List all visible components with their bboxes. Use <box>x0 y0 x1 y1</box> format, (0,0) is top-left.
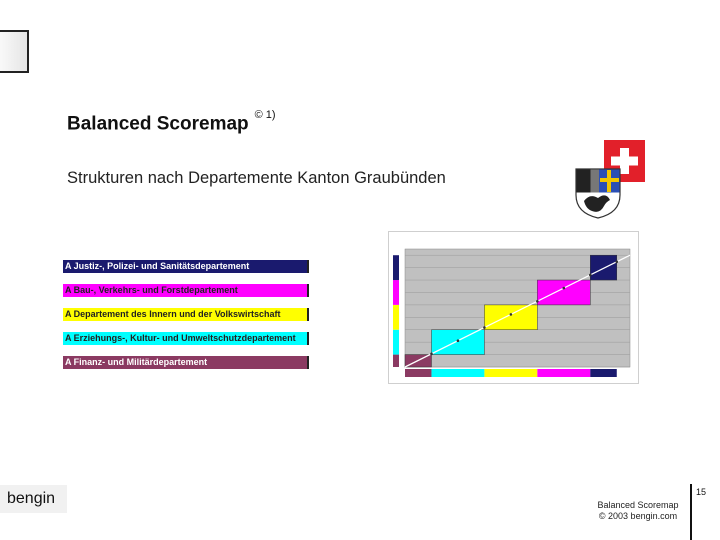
axis-color-band <box>393 280 399 305</box>
axis-color-band <box>431 369 484 377</box>
trend-point <box>483 326 486 329</box>
footer-caption <box>590 500 686 522</box>
axis-color-band <box>537 369 590 377</box>
axis-color-band <box>484 369 537 377</box>
slide-title-text: Balanced Scoremap <box>67 113 249 135</box>
axis-color-band <box>393 355 399 367</box>
brand-label: bengin <box>0 485 67 513</box>
department-item: A Bau-, Verkehrs- und Forstdepartement <box>63 284 309 297</box>
scoremap-chart <box>388 231 639 384</box>
footer-line-2: © 2003 bengin.com <box>598 511 678 521</box>
footer-line-1: Balanced Scoremap <box>597 500 679 510</box>
slide-subtitle: Strukturen nach Departemente Kanton Graubünden <box>67 169 446 187</box>
department-item: A Finanz- und Militärdepartement <box>63 356 309 369</box>
trend-point <box>430 353 433 356</box>
series-block <box>537 280 590 305</box>
axis-color-band <box>393 330 399 355</box>
trend-point <box>589 274 592 277</box>
chart-svg <box>389 232 638 383</box>
axis-color-band <box>590 369 616 377</box>
series-block <box>484 305 537 330</box>
corner-frame <box>0 30 29 73</box>
department-list <box>63 260 309 380</box>
trend-point <box>563 287 566 290</box>
title-note: © 1) <box>254 109 276 121</box>
department-item: A Erziehungs-, Kultur- und Umweltschutzdepartement <box>63 332 309 345</box>
trend-point <box>457 339 460 342</box>
axis-color-band <box>393 255 399 280</box>
graubuenden-coat-of-arms-icon <box>574 167 622 219</box>
department-item: A Departement des Innern und der Volkswirtschaft <box>63 308 309 321</box>
footer-divider <box>690 484 692 540</box>
axis-color-band <box>405 369 431 377</box>
trend-point <box>615 260 618 263</box>
trend-point <box>536 300 539 303</box>
page-number: 15 <box>696 487 707 497</box>
series-block <box>431 330 484 355</box>
logo-group <box>574 140 646 220</box>
department-item: A Justiz-, Polizei- und Sanitätsdepartement <box>63 260 309 273</box>
slide-title <box>67 109 276 135</box>
trend-point <box>510 313 513 316</box>
series-block <box>590 255 616 280</box>
axis-color-band <box>393 305 399 330</box>
